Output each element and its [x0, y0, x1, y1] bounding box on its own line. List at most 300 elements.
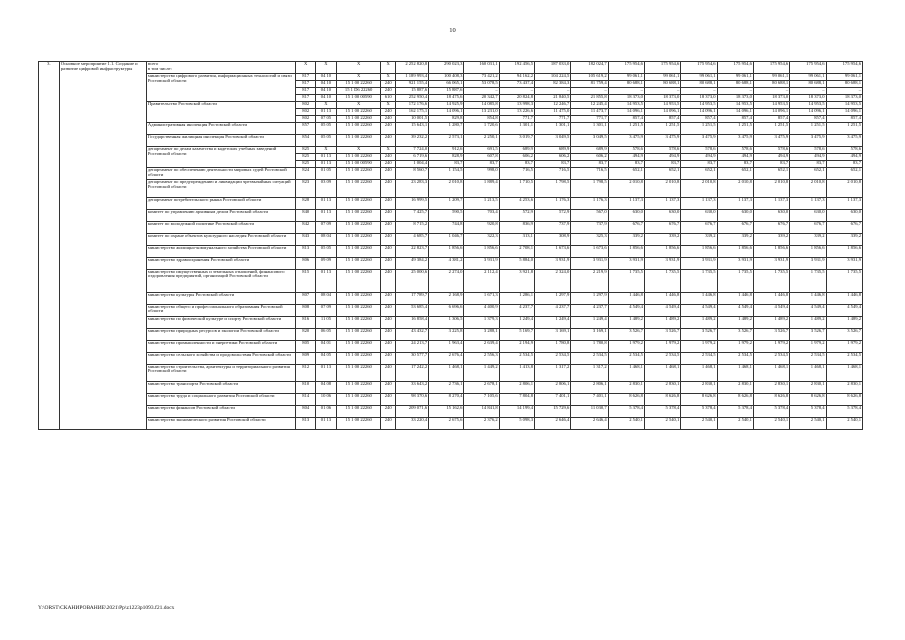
table-body	[39, 62, 863, 430]
executor-name: министерство имущественных и земельных отношений, финансового оздоровления предприятий, организаций Ростовской области	[146, 269, 295, 292]
table-row	[39, 233, 863, 245]
amount-cell: 11 475,0	[534, 109, 570, 116]
code-rzpr: 04 05	[316, 352, 337, 364]
executor-name: министерство труда и социального развития Ростовской области	[146, 394, 295, 406]
amount-cell: 73 421,2	[464, 74, 499, 81]
amount-cell: 1 856,6	[717, 245, 753, 257]
amount-cell: 1 798,5	[571, 180, 608, 198]
code-rzpr: 04 10	[316, 95, 337, 102]
code-csr: 15 1 00 22260	[336, 316, 381, 328]
amount-cell: 2 168,9	[429, 292, 464, 304]
amount-cell: 1 468,1	[790, 364, 826, 382]
code-vr: 240	[381, 88, 396, 95]
amount-cell: 14 096,1	[681, 109, 717, 116]
amount-cell: 2 540,1	[644, 418, 680, 430]
table-row	[39, 304, 863, 316]
amount-cell: 6 719,6	[395, 154, 428, 161]
amount-cell: 1 780,8	[571, 340, 608, 352]
amount-cell: 2 646,4	[534, 418, 570, 430]
table-row	[39, 245, 863, 257]
executor-name: департамент по обеспечению деятельности мировых судей Ростовской области	[146, 168, 295, 180]
amount-cell: 2 540,1	[826, 418, 862, 430]
amount-cell: –	[717, 88, 753, 95]
amount-cell: 16 858,4	[395, 316, 428, 328]
amount-cell: 10 001,5	[395, 116, 428, 123]
amount-cell: 2 806,1	[534, 382, 570, 394]
amount-cell: 18 373,0	[717, 95, 753, 102]
amount-cell: 1 780,8	[534, 340, 570, 352]
amount-cell: 1 856,6	[608, 245, 644, 257]
table-row	[39, 394, 863, 406]
amount-cell: 3 049,5	[571, 135, 608, 147]
code-grbs: 854	[296, 135, 316, 147]
amount-cell: 175 954,6	[790, 62, 826, 74]
amount-cell: 5 378,4	[753, 406, 789, 418]
amount-cell: 857,4	[753, 116, 789, 123]
amount-cell: 3 526,7	[681, 328, 717, 340]
amount-cell: 1 710,5	[499, 180, 534, 198]
code-rzpr: 07 05	[316, 116, 337, 123]
code-grbs: 817	[296, 74, 316, 81]
amount-cell: 3 019,7	[499, 135, 534, 147]
amount-cell: 14 096,1	[753, 109, 789, 116]
executor-name: министерство общего и профессионального образования Ростовской области	[146, 304, 295, 316]
amount-cell: 737,9	[571, 221, 608, 233]
amount-cell: 83,7	[571, 161, 608, 168]
amount-cell: 23 283,3	[395, 180, 428, 198]
amount-cell: 630,0	[717, 209, 753, 221]
amount-cell: 4 549,4	[681, 304, 717, 316]
amount-cell: 691,5	[464, 147, 499, 154]
amount-cell: 1 468,1	[429, 364, 464, 382]
amount-cell: 2 534,5	[681, 352, 717, 364]
executor-name: комитет по молодежной политике Ростовской области	[146, 221, 295, 233]
amount-cell: 8 270,4	[429, 394, 464, 406]
amount-cell: 1 286,1	[499, 292, 534, 304]
amount-cell: 339,2	[681, 233, 717, 245]
amount-cell: 80 688,1	[790, 81, 826, 88]
code-csr: 15 1 00 22260	[336, 340, 381, 352]
amount-cell: 828,9	[429, 154, 464, 161]
table-row	[39, 418, 863, 430]
amount-cell: 578,6	[681, 147, 717, 154]
amount-cell: 572,9	[499, 209, 534, 221]
budget-table	[38, 61, 863, 430]
code-grbs: 808	[296, 304, 316, 316]
amount-cell: 4 549,4	[608, 304, 644, 316]
amount-cell: 652,1	[826, 168, 862, 180]
amount-cell: 4 237,7	[534, 304, 570, 316]
code-vr: 240	[381, 328, 396, 340]
amount-cell: 11 473,7	[571, 109, 608, 116]
amount-cell: 1 735,5	[608, 269, 644, 292]
amount-cell: –	[826, 88, 862, 95]
amount-cell: 15 643,1	[395, 123, 428, 135]
amount-cell: 3 049,5	[534, 135, 570, 147]
amount-cell: 7 105,6	[464, 394, 499, 406]
amount-cell: 1 856,6	[429, 245, 464, 257]
amount-cell: 80 688,1	[753, 81, 789, 88]
amount-cell: 49 384,2	[395, 257, 428, 269]
amount-cell: 1 251,5	[681, 123, 717, 135]
amount-cell: 857,4	[826, 116, 862, 123]
amount-cell: 99 061,1	[826, 74, 862, 81]
executor-name: департамент по предупреждению и ликвидации чрезвычайных ситуаций Ростовской области	[146, 180, 295, 198]
amount-cell: 100 408,3	[429, 74, 464, 81]
amount-cell: 83,7	[753, 161, 789, 168]
amount-cell: 105 619,2	[571, 74, 608, 81]
amount-cell: 13 231,0	[464, 109, 499, 116]
amount-cell: 1 297,9	[534, 292, 570, 304]
amount-cell: 578,6	[753, 147, 789, 154]
code-csr: X	[336, 62, 381, 74]
amount-cell: 2 708,1	[499, 245, 534, 257]
code-grbs: 809	[296, 352, 316, 364]
code-csr: 15 1 00 22260	[336, 154, 381, 161]
code-grbs: 823	[296, 180, 316, 198]
amount-cell: 1 856,6	[790, 245, 826, 257]
amount-cell: 3 526,7	[644, 328, 680, 340]
amount-cell: 3 475,9	[790, 135, 826, 147]
amount-cell: 652,1	[753, 168, 789, 180]
code-grbs: 806	[296, 257, 316, 269]
code-vr: 240	[381, 304, 396, 316]
amount-cell: 83,7	[534, 161, 570, 168]
amount-cell: 494,9	[681, 154, 717, 161]
amount-cell: 1 046,7	[429, 233, 464, 245]
amount-cell: 11 030,7	[571, 406, 608, 418]
amount-cell: 2 830,1	[644, 382, 680, 394]
amount-cell: 2 534,5	[753, 352, 789, 364]
amount-cell: 2 540,1	[790, 418, 826, 430]
table-row	[39, 316, 863, 328]
amount-cell: 578,6	[826, 147, 862, 154]
amount-cell: 99 061,1	[644, 74, 680, 81]
code-rzpr: 04 10	[316, 88, 337, 95]
amount-cell: 630,0	[790, 209, 826, 221]
code-vr: 240	[381, 316, 396, 328]
amount-cell: 81 759,4	[571, 81, 608, 88]
amount-cell: 2 250,1	[464, 135, 499, 147]
amount-cell: 12 246,7	[534, 102, 570, 109]
code-grbs: 825	[296, 154, 316, 161]
amount-cell: 15 887,6	[395, 88, 428, 95]
amount-cell: 339,2	[608, 233, 644, 245]
amount-cell: 1 301,1	[534, 123, 570, 135]
amount-cell: 1 280,7	[429, 123, 464, 135]
amount-cell: 1 979,2	[681, 340, 717, 352]
amount-cell: 1 251,5	[753, 123, 789, 135]
table-row	[39, 292, 863, 304]
amount-cell: 5 169,7	[499, 328, 534, 340]
amount-cell: 30 577,7	[395, 352, 428, 364]
amount-cell: 2 806,1	[499, 382, 534, 394]
code-csr: 15 1 D6 22260	[336, 88, 381, 95]
amount-cell: 7 724,0	[395, 147, 428, 154]
amount-cell: 7 401,1	[534, 394, 570, 406]
amount-cell: 3 526,7	[753, 328, 789, 340]
amount-cell: 2 252 820,8	[395, 62, 428, 74]
amount-cell: 14 085,8	[464, 102, 499, 109]
amount-cell: 15 162,6	[429, 406, 464, 418]
amount-cell: 494,9	[826, 154, 862, 161]
executor-name: департамент потребительского рынка Ростовской области	[146, 197, 295, 209]
amount-cell: 2 010,8	[753, 180, 789, 198]
amount-cell: 676,7	[681, 221, 717, 233]
code-csr: 15 1 00 22260	[336, 180, 381, 198]
amount-cell: 3 526,7	[717, 328, 753, 340]
amount-cell: 39 232,2	[395, 135, 428, 147]
code-vr: 240	[381, 168, 396, 180]
amount-cell: 1 446,8	[717, 292, 753, 304]
code-grbs: 802	[296, 102, 316, 109]
table-row	[39, 102, 863, 109]
amount-cell: 1 963,4	[429, 340, 464, 352]
code-rzpr: X	[316, 62, 337, 74]
amount-cell: 2 806,1	[571, 382, 608, 394]
amount-cell: 1 735,5	[644, 269, 680, 292]
amount-cell: 339,2	[644, 233, 680, 245]
code-grbs: 825	[296, 147, 316, 154]
table-row	[39, 406, 863, 418]
code-csr: 15 1 00 22260	[336, 328, 381, 340]
amount-cell: 160 031,1	[464, 62, 499, 74]
amount-cell: 857,4	[681, 116, 717, 123]
amount-cell: 14 953,5	[681, 102, 717, 109]
amount-cell: 12 245,4	[571, 102, 608, 109]
amount-cell: –	[464, 88, 499, 95]
amount-cell: 630,0	[753, 209, 789, 221]
amount-cell: 3 931,9	[790, 257, 826, 269]
amount-cell: 1 446,8	[681, 292, 717, 304]
amount-cell: 172 176,6	[395, 102, 428, 109]
code-rzpr: 09 09	[316, 257, 337, 269]
amount-cell: 3 475,9	[681, 135, 717, 147]
code-csr: 15 1 00 22260	[336, 418, 381, 430]
amount-cell: 2 540,1	[681, 418, 717, 430]
code-vr: 240	[381, 269, 396, 292]
amount-cell: 1 979,2	[753, 340, 789, 352]
amount-cell: 771,7	[499, 116, 534, 123]
amount-cell: 1 489,2	[717, 316, 753, 328]
amount-cell: 5 378,4	[644, 406, 680, 418]
code-rzpr: 01 13	[316, 109, 337, 116]
table-row	[39, 180, 863, 198]
amount-cell: 4 685,7	[395, 233, 428, 245]
code-vr: 240	[381, 292, 396, 304]
amount-cell: 2 010,8	[681, 180, 717, 198]
code-grbs: 817	[296, 81, 316, 88]
amount-cell: 1 979,2	[790, 340, 826, 352]
amount-cell: 1 449,2	[464, 364, 499, 382]
code-vr: 240	[381, 406, 396, 418]
code-rzpr: 08 04	[316, 233, 337, 245]
amount-cell: 82 384,3	[534, 81, 570, 88]
amount-cell: 3 475,9	[753, 135, 789, 147]
code-vr: 240	[381, 364, 396, 382]
amount-cell: 2 540,1	[753, 418, 789, 430]
amount-cell: 14 925,9	[429, 102, 464, 109]
amount-cell: 676,7	[717, 221, 753, 233]
amount-cell: 13 998,3	[499, 102, 534, 109]
code-rzpr: 01 13	[316, 418, 337, 430]
amount-cell: 1 446,8	[608, 292, 644, 304]
amount-cell: 1 249,4	[499, 316, 534, 328]
code-grbs: 815	[296, 269, 316, 292]
amount-cell: 66 065,1	[429, 81, 464, 88]
amount-cell: 18 373,0	[681, 95, 717, 102]
code-grbs: 817	[296, 88, 316, 95]
amount-cell: 18 475,6	[429, 95, 464, 102]
amount-cell: 652,1	[681, 168, 717, 180]
code-csr: 15 1 00 22260	[336, 116, 381, 123]
amount-cell: 24 213,7	[395, 340, 428, 352]
amount-cell: 14 096,1	[644, 109, 680, 116]
amount-cell: 80 688,1	[608, 81, 644, 88]
amount-cell: 83,7	[644, 161, 680, 168]
amount-cell: 3 931,9	[464, 257, 499, 269]
amount-cell: 676,7	[644, 221, 680, 233]
executor-name: министерство здравоохранения Ростовской области	[146, 257, 295, 269]
amount-cell: 3 931,9	[608, 257, 644, 269]
code-csr: 15 1 00 22260	[336, 168, 381, 180]
amount-cell: 4 253,6	[499, 197, 534, 209]
amount-cell: 578,6	[644, 147, 680, 154]
code-vr: 240	[381, 180, 396, 198]
amount-cell: 1 176,3	[571, 197, 608, 209]
amount-cell: 3 475,9	[608, 135, 644, 147]
amount-cell: 14 096,1	[790, 109, 826, 116]
code-rzpr: 11 05	[316, 316, 337, 328]
amount-cell: 2 534,5	[499, 352, 534, 364]
table-row	[39, 62, 863, 74]
code-rzpr: 01 06	[316, 406, 337, 418]
code-vr: X	[381, 62, 396, 74]
amount-cell: 20 824,8	[499, 95, 534, 102]
code-grbs: 802	[296, 109, 316, 116]
amount-cell: 2 534,5	[826, 352, 862, 364]
amount-cell: 1 249,4	[534, 316, 570, 328]
amount-cell: 1 137,3	[717, 197, 753, 209]
amount-cell: 676,7	[790, 221, 826, 233]
amount-cell: 494,9	[790, 154, 826, 161]
code-grbs: 802	[296, 116, 316, 123]
code-vr: 240	[381, 257, 396, 269]
code-vr: 240	[381, 123, 396, 135]
amount-cell: 494,9	[644, 154, 680, 161]
code-rzpr: 04 08	[316, 382, 337, 394]
table-row	[39, 257, 863, 269]
amount-cell: –	[644, 88, 680, 95]
amount-cell: 83,7	[608, 161, 644, 168]
code-csr: 15 1 00 22260	[336, 352, 381, 364]
amount-cell: 1 137,3	[753, 197, 789, 209]
amount-cell: 1 735,5	[826, 269, 862, 292]
amount-cell: 2 219,9	[571, 269, 608, 292]
amount-cell: 716,5	[534, 168, 570, 180]
executor-name: Правительство Ростовской области	[146, 102, 295, 123]
amount-cell: 771,7	[571, 116, 608, 123]
amount-cell: 857,4	[644, 116, 680, 123]
code-vr: 240	[381, 154, 396, 161]
code-rzpr: 06 05	[316, 328, 337, 340]
amount-cell: 1 446,8	[644, 292, 680, 304]
amount-cell: –	[681, 88, 717, 95]
code-vr: 240	[381, 197, 396, 209]
code-csr: 15 1 00 22260	[336, 245, 381, 257]
amount-cell: 1 137,3	[608, 197, 644, 209]
amount-cell: 744,8	[429, 221, 464, 233]
amount-cell: 175 954,6	[826, 62, 862, 74]
amount-cell: 14 953,5	[608, 102, 644, 109]
amount-cell: 21 855,8	[571, 95, 608, 102]
code-rzpr: 01 13	[316, 209, 337, 221]
code-rzpr: 08 04	[316, 292, 337, 304]
amount-cell: 578,6	[608, 147, 644, 154]
amount-cell: 2 676,4	[429, 352, 464, 364]
amount-cell: 14 096,1	[826, 109, 862, 116]
amount-cell: 325,3	[571, 233, 608, 245]
amount-cell: 1 735,5	[681, 269, 717, 292]
table-row	[39, 209, 863, 221]
code-rzpr: 10 06	[316, 394, 337, 406]
executor-name: министерство финансов Ростовской области	[146, 406, 295, 418]
amount-cell: 1 735,5	[790, 269, 826, 292]
amount-cell: 80 688,1	[681, 81, 717, 88]
amount-cell: 1 189 993,4	[395, 74, 428, 81]
executor-name: Административная инспекция Ростовской области	[146, 123, 295, 135]
amount-cell: 14 841,8	[464, 406, 499, 418]
code-vr: X	[381, 147, 396, 154]
amount-cell: 1 489,2	[790, 316, 826, 328]
amount-cell: 1 137,3	[790, 197, 826, 209]
amount-cell: 8 715,2	[395, 221, 428, 233]
code-grbs: 814	[296, 394, 316, 406]
amount-cell: 99 061,1	[608, 74, 644, 81]
amount-cell: 3 526,7	[608, 328, 644, 340]
amount-cell: 1 489,2	[826, 316, 862, 328]
amount-cell: 607,8	[464, 154, 499, 161]
amount-cell: 187 033,0	[534, 62, 570, 74]
executor-name: министерство экономического развития Ростовской области	[146, 418, 295, 430]
amount-cell: 80 688,1	[717, 81, 753, 88]
code-vr: 240	[381, 109, 396, 116]
amount-cell: 2 830,1	[681, 382, 717, 394]
executor-name: министерство по физической культуре и спорту Ростовской области	[146, 316, 295, 328]
executor-name: министерство жилищно-коммунального хозяйства Ростовской области	[146, 245, 295, 257]
code-grbs: 817	[296, 95, 316, 102]
amount-cell: 2 678,1	[464, 382, 499, 394]
code-csr: X	[336, 147, 381, 154]
amount-cell: 857,4	[790, 116, 826, 123]
amount-cell: 1 735,5	[717, 269, 753, 292]
amount-cell: 1 413,8	[499, 364, 534, 382]
amount-cell: 18 373,0	[826, 95, 862, 102]
amount-cell: 83,7	[464, 161, 499, 168]
code-rzpr: 07 09	[316, 304, 337, 316]
code-vr: 240	[381, 161, 396, 168]
amount-cell: 2 736,1	[429, 382, 464, 394]
amount-cell: 2 540,1	[608, 418, 644, 430]
amount-cell: 1 176,3	[534, 197, 570, 209]
amount-cell: 1 317,2	[571, 364, 608, 382]
executor-name: министерство культуры Ростовской области	[146, 292, 295, 304]
amount-cell: 5 884,0	[499, 257, 534, 269]
amount-cell: 4 381,2	[429, 257, 464, 269]
code-grbs: 825	[296, 161, 316, 168]
amount-cell: 1 137,3	[681, 197, 717, 209]
amount-cell: 1 297,9	[571, 292, 608, 304]
